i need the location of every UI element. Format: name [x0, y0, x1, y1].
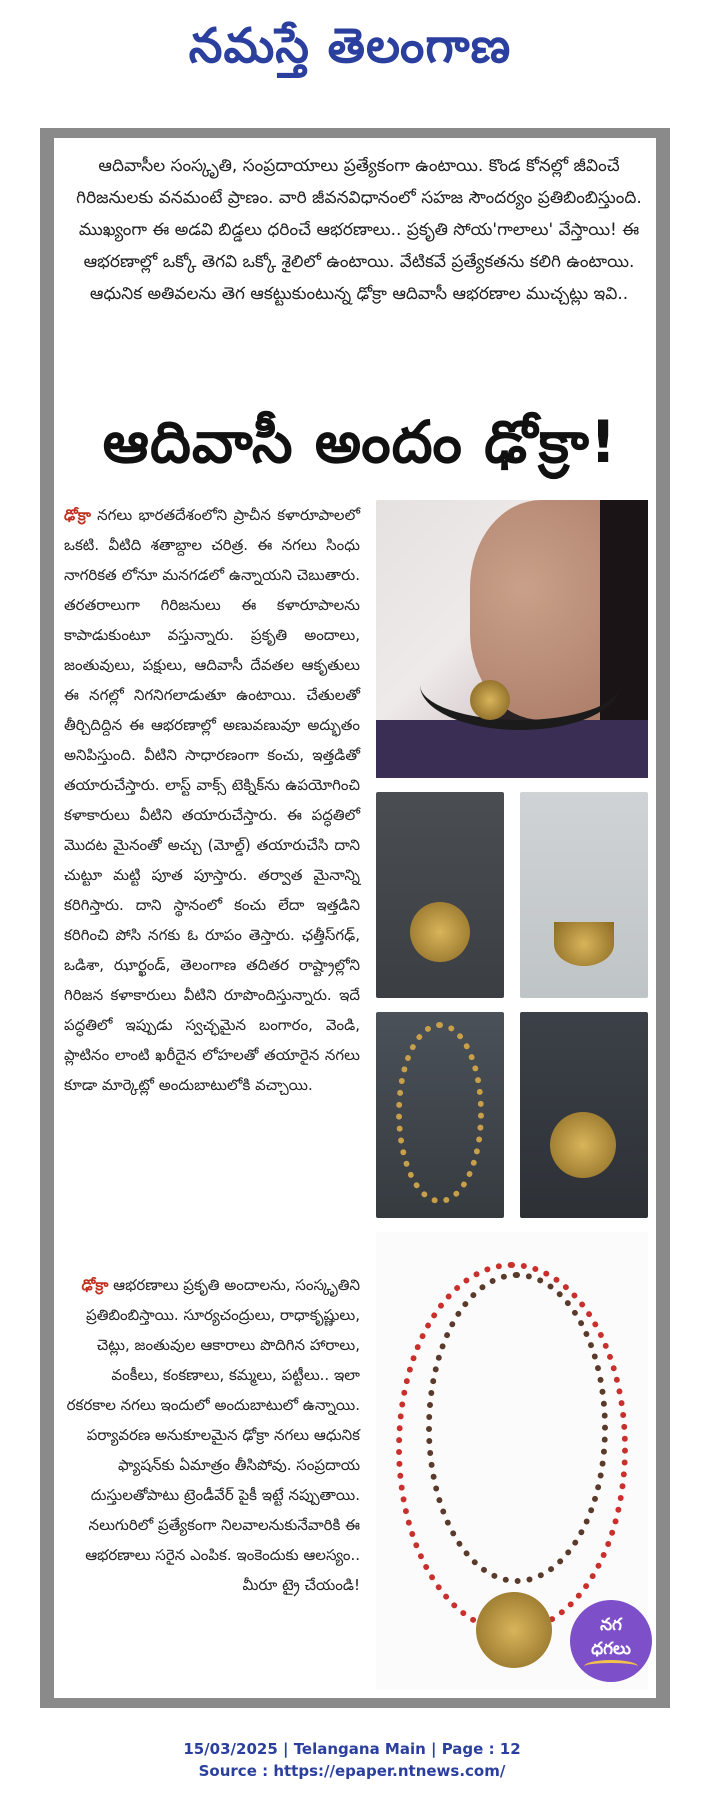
footer-date-page: 15/03/2025 | Telangana Main | Page : 12: [183, 1740, 521, 1758]
column-1-lead-word: ఢోక్రా: [64, 506, 91, 524]
brown-bead-strand-shape: [426, 1272, 608, 1584]
article-column-2: [64, 1270, 360, 1600]
article-intro: ఆదివాసీల సంస్కృతి, సంప్రదాయాలు ప్రత్యేకంగా ఉంటాయి. కొండ కోనల్లో జీవించే గిరిజనులకు వనమంటే ప్రాణం. వారి జీవనవిధానంలో సహజ సౌందర్యం ప్రతిబింబిస్తుంది. ముఖ్యంగా ఈ అడవి బిడ్డలు ధరించే ఆభరణాలు.. ప్రకృతి సోయ'గాలాలు' వేస్తాయి! ఈ ఆభరణాల్లో ఒక్కో తెగవి ఒక్కో శైలిలో ఉంటాయి. వేటికవే ప్రత్యేకతను కలిగి ఉంటాయి. ఆధునిక అతివలను తెగ ఆకట్టుకుంటున్న ఢోక్రా ఆదివాసీ ఆభరణాల ముచ్చట్లు ఇవి..: [76, 156, 642, 304]
tiger-pendant-shape: [470, 680, 510, 720]
column-1-text: నగలు భారతదేశంలోని ప్రాచీన కళారూపాలలో ఒకటి. వీటిది శతాబ్దాల చరిత్ర. ఈ నగలు సింధు నాగరికత లోనూ మనగడలో ఉన్నాయని చెబుతారు. తరతరాలుగా గిరిజనులు ఈ కళారూపాలను కాపాడుకుంటూ వస్తున్నారు. ప్రకృతి అందాలు, జంతువులు, పక్షులు, ఆదివాసీ దేవతల ఆకృతులు ఈ నగల్లో నిగనిగలాడుతూ ఉంటాయి. చేతులతో తీర్చిదిద్దిన ఈ ఆభరణాల్లో అణువణువూ అద్భుతం అనిపిస్తుంది. వీటిని సాధారణంగా కంచు, ఇత్తడితో తయారుచేస్తారు. లాస్ట్ వాక్స్ టెక్నిక్‌ను ఉపయోగించి కళాకారులు వీటిని తయారుచేస్తారు. ఈ పద్ధతిలో మొదట మైనంతో అచ్చు (మోల్డ్) తయారుచేసి దాని చుట్టూ మట్టి పూత పూస్తారు. తర్వాత మైనాన్ని కరిగిస్తారు. దాని స్థానంలో కంచు లేదా ఇత్తడిని కరిగించి పోసి నగకు ఓ రూపం తెస్తారు. ఛత్తీస్‌గఢ్, ఒడిశా, ఝార్ఖండ్, తెలంగాణ తదితర రాష్ట్రాల్లోని గిరిజన కళాకారులు వీటిని రూపొందిస్తున్నారు. ఇదే పద్ధతిలో ఇప్పుడు స్వచ్ఛమైన బంగారం, వెండి, ప్లాటినం లాంటి ఖరీదైన లోహలతో తయారైన నగలు కూడా మార్కెట్లో అందుబాటులోకి వచ్చాయి.: [64, 506, 360, 1094]
badge-line-2: ధగలు: [591, 1639, 631, 1659]
pendant-shape: [410, 902, 470, 962]
frame-right: [656, 128, 670, 1708]
frame-left: [40, 128, 54, 1708]
frame-top: [40, 128, 670, 138]
badge-wave-icon: [584, 1660, 638, 1673]
ganesha-pendant-photo: [520, 792, 648, 998]
black-choker-shape: [420, 640, 620, 730]
footer-source: Source : https://epaper.ntnews.com/: [198, 1762, 506, 1780]
column-2-lead-word: ఢోక్రా: [81, 1276, 109, 1294]
pendant-shape: [550, 1112, 616, 1178]
frame-bottom: [40, 1698, 670, 1708]
column-2-text: ఆభరణాలు ప్రకృతి అందాలను, సంస్కృతిని ప్రతిబింబిస్తాయి. సూర్యచంద్రులు, రాధాకృష్ణులు, చెట్లు, జంతువుల ఆకారాలు పొదిగిన హారాలు, వంకీలు, కంకణాలు, కమ్మలు, పట్టీలు.. ఇలా రకరకాల నగలు ఇందులో అందుబాటులో ఉన్నాయి. పర్యావరణ అనుకూలమైన ఢోక్రా నగలు ఆధునిక ఫ్యాషన్‌కు ఏమాత్రం తీసిపోవు. సంప్రదాయ దుస్తులతోపాటు ట్రెండీవేర్ పైకీ ఇట్టే నప్పుతాయి. నలుగురిలో ప్రత్యేకంగా నిలవాలనుకునేవారికి ఈ ఆభరణాలు సరైన ఎంపిక. ఇంకెందుకు ఆలస్యం.. మీరూ ట్రై చేయండి!: [66, 1276, 360, 1594]
medallion-shape: [476, 1592, 552, 1668]
masthead: [0, 0, 704, 86]
pendant-shape: [554, 922, 614, 966]
dancer-pendant-photo: [520, 1012, 648, 1218]
page-footer: [0, 1738, 704, 1782]
newspaper-logo: నమస్తే తెలంగాణ: [188, 18, 512, 74]
article-column-1: [64, 500, 360, 1100]
gold-bead-chain-photo: [376, 1012, 504, 1218]
nagadhagalu-badge: [570, 1600, 652, 1682]
radha-krishna-pendant-photo: [376, 792, 504, 998]
badge-line-1: నగ: [600, 1615, 622, 1635]
article-headline: ఆదివాసీ అందం ఢోక్రా!: [102, 408, 618, 476]
chain-shape: [396, 1022, 484, 1204]
